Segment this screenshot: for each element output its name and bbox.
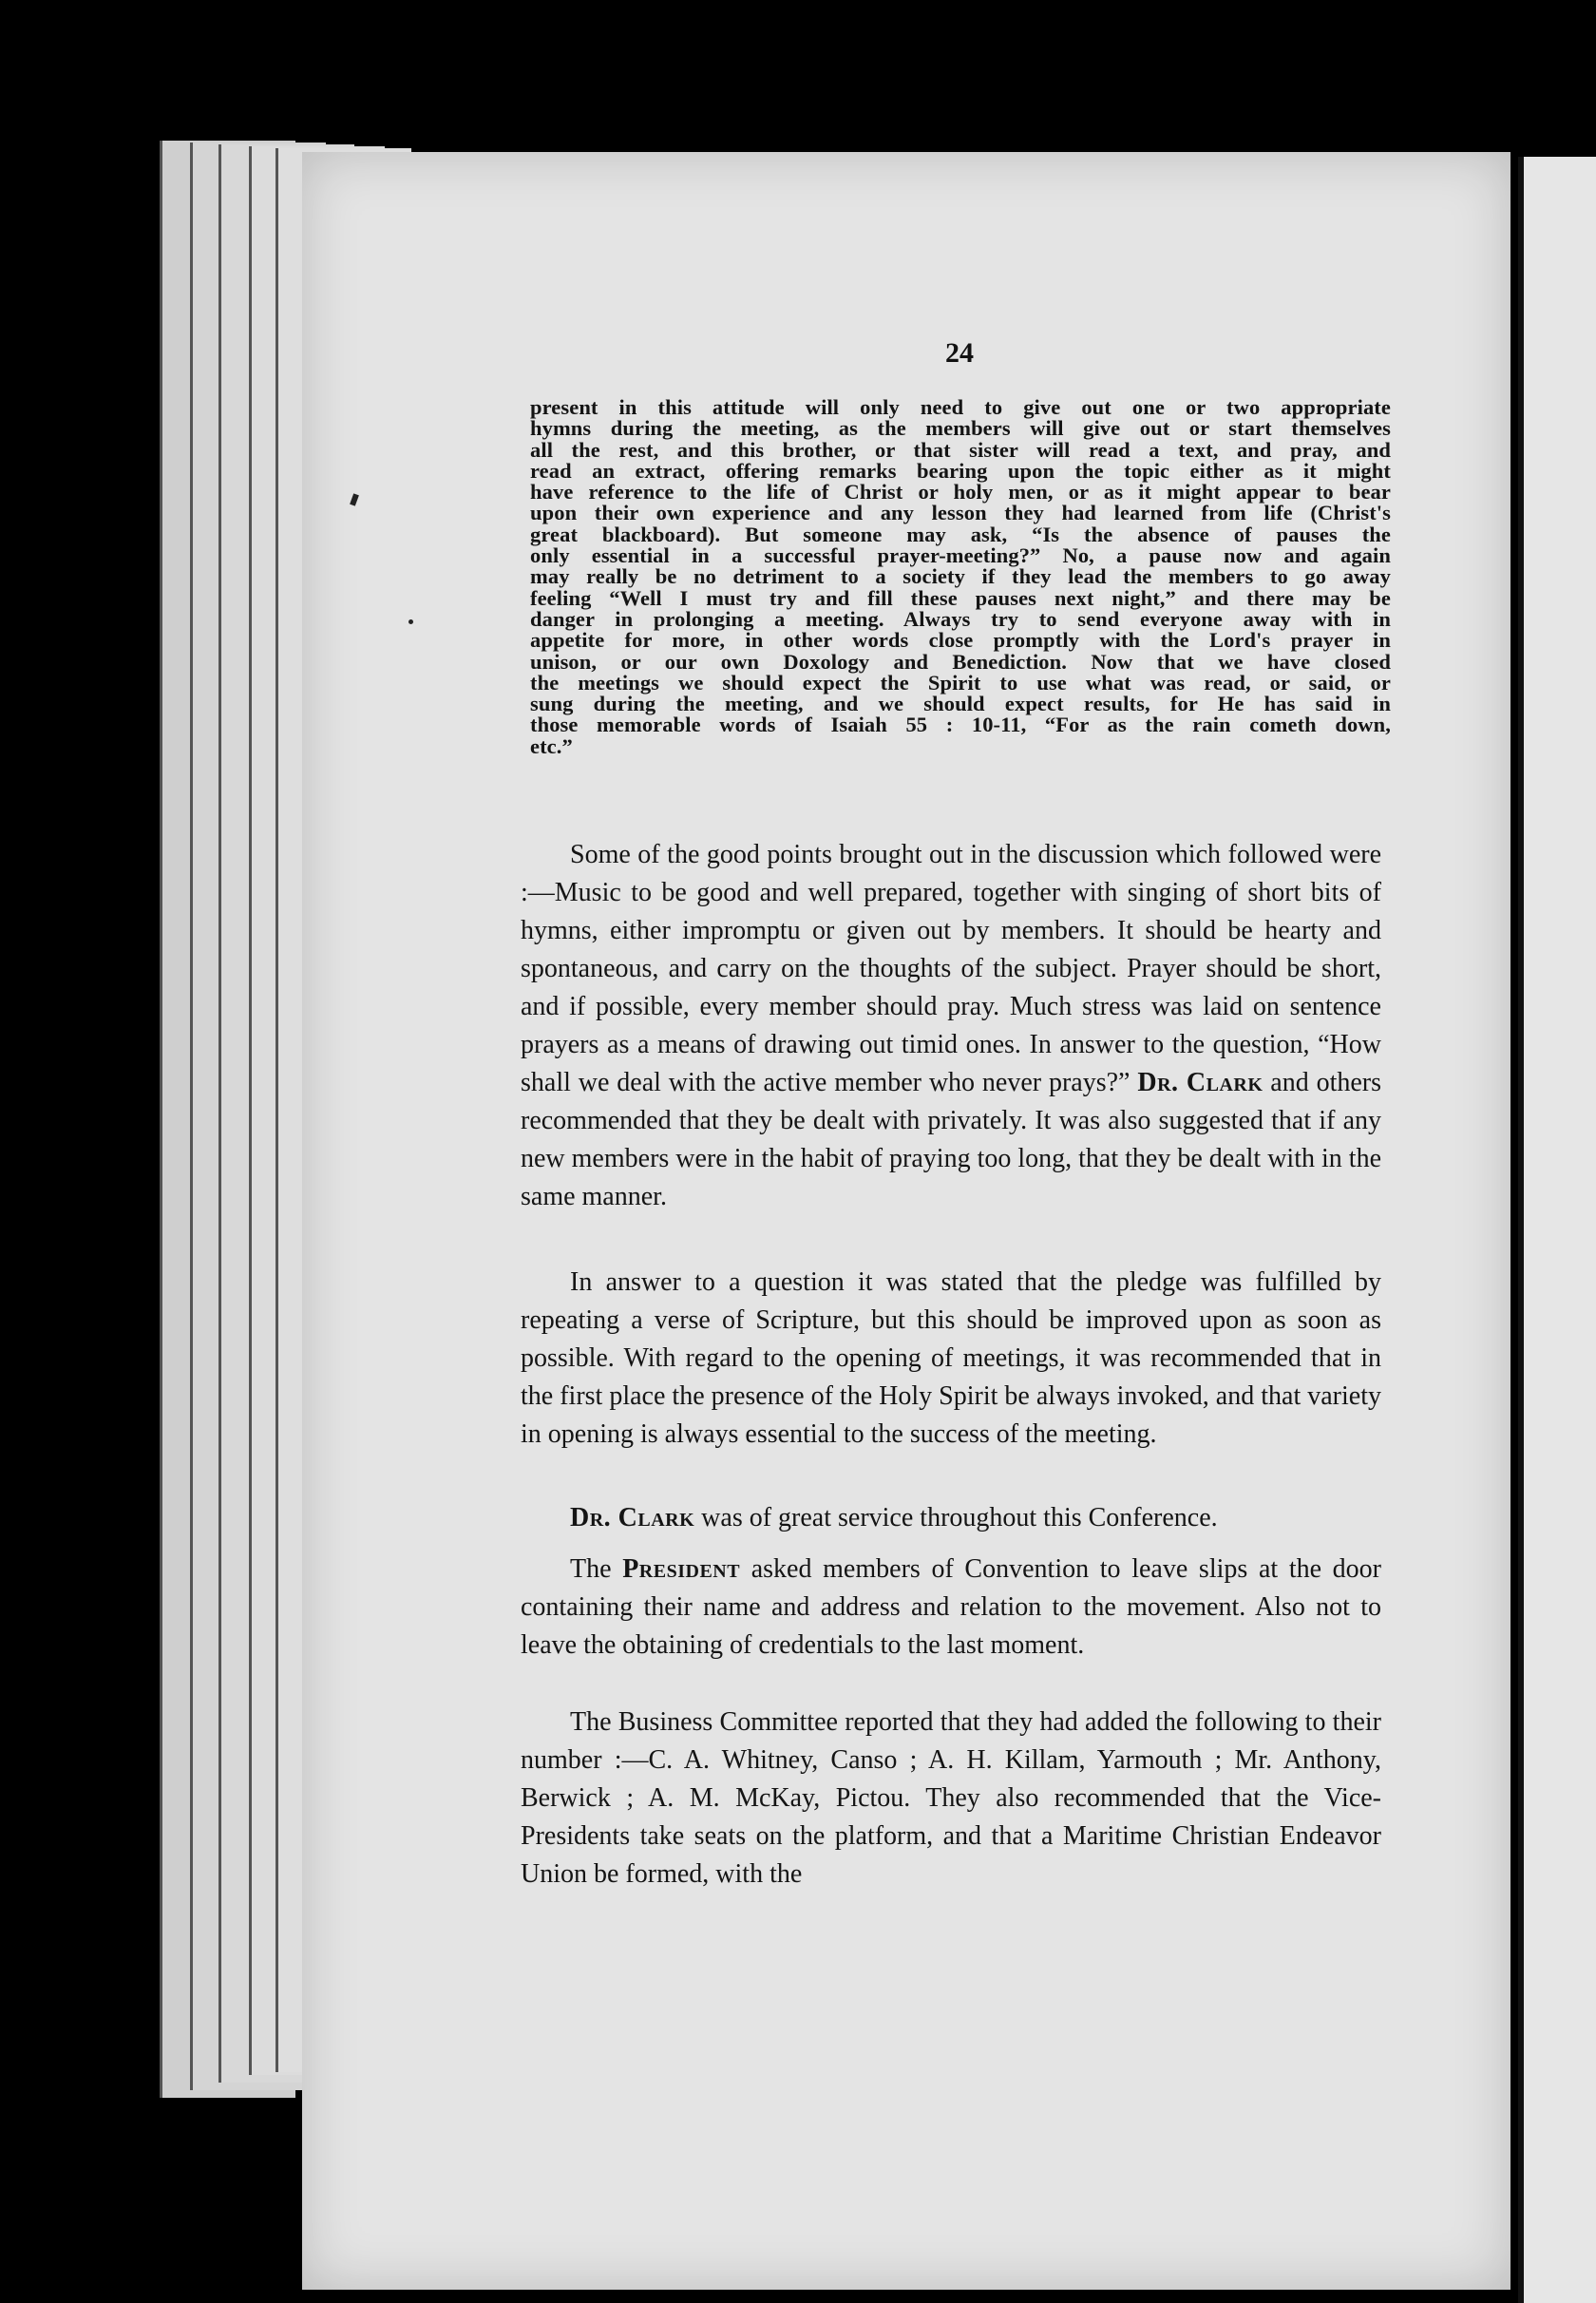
text-line: those memorable words of Isaiah 55 : 10-11, “For as the rain cometh down, (530, 713, 1391, 737)
scan-speck (408, 619, 413, 624)
text-line: read an extract, offering remarks bearing upon the topic either as it might (530, 458, 1391, 483)
paragraph-text: The Business Committee reported that they had added the following to their number :—C. A. Whitney, Canso ; A. H. Killam, Yarmouth ; Mr. Anthony, Berwick ; A. M. McKay, Pictou. They also recommended that the Vice-Presidents take seats on the platform, and that a Maritime Christian Endeavor Union be formed, with the (521, 1707, 1381, 1889)
paragraph-business-committee (521, 1703, 1381, 1894)
text-line: may really be no detriment to a society if they lead the members to go away (530, 564, 1391, 589)
text-line: great blackboard). But someone may ask, “Is the absence of pauses the (530, 522, 1391, 546)
text-line: sung during the meeting, and we should expect results, for He has said in (530, 692, 1391, 716)
text-line: hymns during the meeting, as the members will give out or start themselves (530, 416, 1391, 441)
paragraph-discussion-points (521, 836, 1381, 1216)
text-line: present in this attitude will only need to give out one or two appropriate (530, 395, 1391, 419)
paragraph-president (521, 1551, 1381, 1665)
quoted-paper-excerpt (530, 397, 1391, 757)
text-line: have reference to the life of Christ or holy men, or as it might appear to bear (530, 480, 1391, 504)
paragraph-text: asked members of Convention to leave slips at the door containing their name and address and relation to the movement. Also not to leave the obtaining of credentials to the last moment. (521, 1554, 1382, 1660)
page-number: 24 (945, 337, 974, 369)
paragraph-dr-clark (521, 1499, 1381, 1537)
text-line: only essential in a successful prayer-meeting?” No, a pause now and again (530, 543, 1391, 568)
paragraph-text: In answer to a question it was stated that the pledge was fulfilled by repeating a verse of Scripture, but this should be improved upon as soon as possible. With regard to the opening of meetings, it was recommended that in the first place the presence of the Holy Spirit be always invoked, and that variety in opening is always essential to the success of the meeting. (521, 1267, 1381, 1449)
speaker-name: Dr. Clark (570, 1503, 695, 1532)
speaker-name: President (622, 1554, 741, 1584)
paragraph-text: was of great service throughout this Conference. (701, 1503, 1218, 1532)
text-line: etc.” (530, 733, 573, 758)
text-line: all the rest, and this brother, or that sister will read a text, and pray, and (530, 437, 1391, 462)
text-line: unison, or our own Doxology and Benediction. Now that we have closed (530, 649, 1391, 674)
text-line: the meetings we should expect the Spirit to use what was read, or said, or (530, 670, 1391, 695)
facing-page-edge (1518, 157, 1596, 2303)
paragraph-text: The (570, 1554, 612, 1584)
text-line: feeling “Well I must try and fill these pauses next night,” and there may be (530, 585, 1391, 610)
text-line: upon their own experience and any lesson they had learned from life (Christ's (530, 501, 1391, 525)
text-line: appetite for more, in other words close promptly with the Lord's prayer in (530, 628, 1391, 653)
paragraph-text: and others recommended that they be dealt with privately. It was also suggested that if any new members were in the habit of praying too long, that they be dealt with in the same manner. (521, 1068, 1382, 1211)
text-line: danger in prolonging a meeting. Always try to send everyone away with in (530, 606, 1391, 631)
speaker-name: Dr. Clark (1137, 1068, 1264, 1097)
paragraph-text: Some of the good points brought out in the discussion which followed were :—Music to be good and well prepared, together with singing of short bits of hymns, either impromptu or given out by members. It should be hearty and spontaneous, and carry on the thoughts of the subject. Prayer should be short, and if possible, every member should pray. Much stress was laid on sentence prayers as a means of drawing out timid ones. In answer to the question, “How shall we deal with the active member who never prays?” (521, 840, 1381, 1097)
paragraph-pledge (521, 1264, 1381, 1454)
